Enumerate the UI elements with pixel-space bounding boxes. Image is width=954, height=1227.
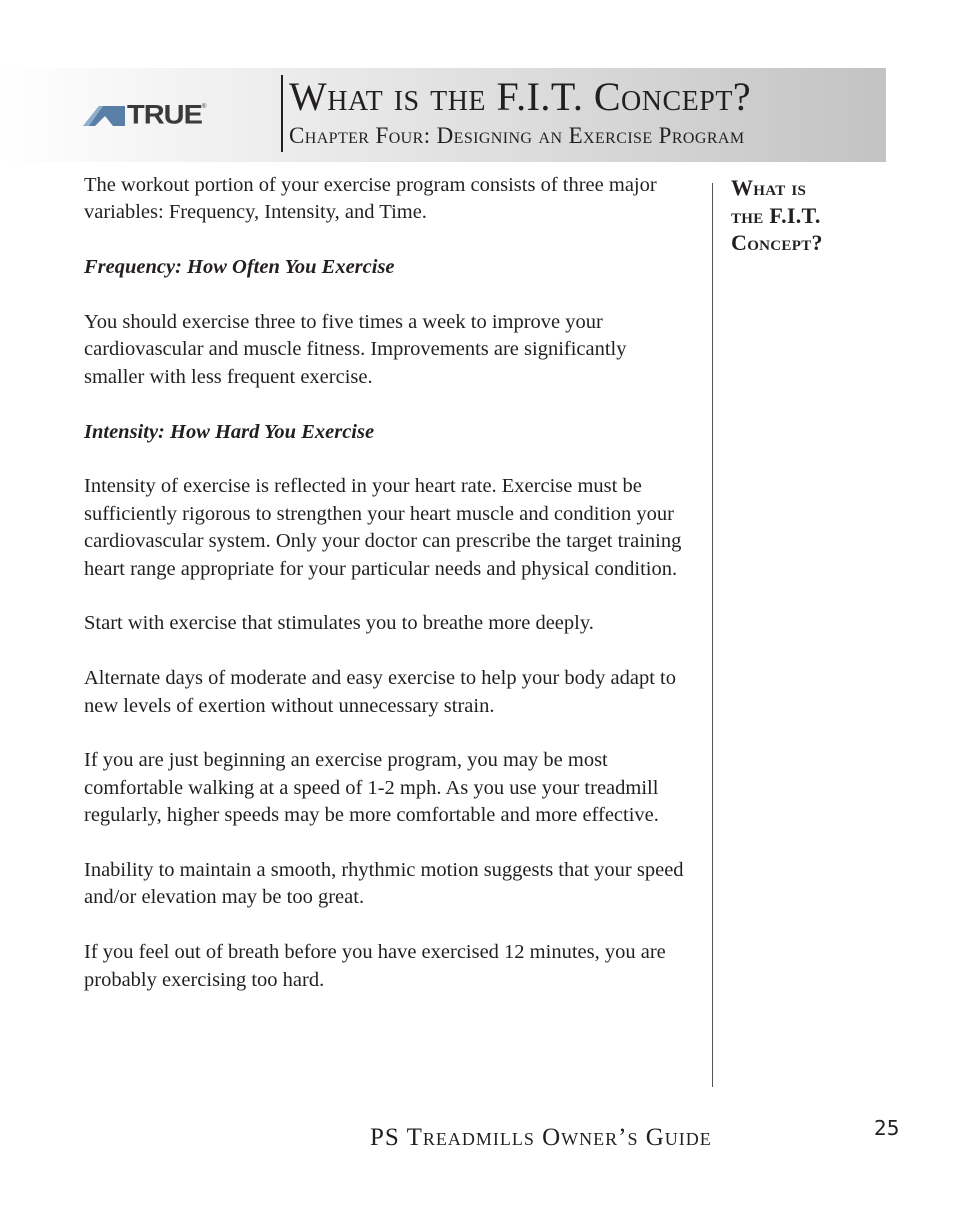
- sidebar-title-line: the F.I.T.: [731, 202, 821, 228]
- sidebar-divider: [712, 183, 713, 1087]
- out-of-breath-paragraph: If you feel out of breath before you have exercised 12 minutes, you are probably exercising too hard.: [84, 941, 666, 991]
- sidebar-title-line: What is: [731, 175, 807, 200]
- true-logo-icon: [83, 104, 125, 126]
- frequency-subhead: Frequency: How Often You Exercise: [84, 256, 395, 279]
- frequency-paragraph: You should exercise three to five times a week to improve your cardiovascular and muscle fitness. Improvements are significantly smaller with less frequent exercise.: [84, 311, 627, 388]
- body-text: [84, 172, 684, 1021]
- true-logo: [83, 102, 253, 128]
- sidebar-title-line: Concept?: [731, 230, 823, 255]
- logo-wordmark: TRUE: [127, 100, 202, 130]
- header-divider: [281, 75, 283, 152]
- intro-paragraph: The workout portion of your exercise program consists of three major variables: Frequency, Intensity, and Time.: [84, 174, 657, 224]
- chapter-subtitle: Chapter Four: Designing an Exercise Program: [289, 123, 745, 148]
- sidebar-title: [731, 174, 881, 257]
- breathe-paragraph: Start with exercise that stimulates you to breathe more deeply.: [84, 612, 594, 635]
- logo-trademark: ®: [201, 104, 207, 110]
- intensity-subhead: Intensity: How Hard You Exercise: [84, 420, 375, 443]
- page-number: 25: [874, 1116, 900, 1140]
- alternate-days-paragraph: Alternate days of moderate and easy exercise to help your body adapt to new levels of exertion without unnecessary strain.: [84, 667, 677, 717]
- intensity-paragraph: Intensity of exercise is reflected in your heart rate. Exercise must be sufficiently rigorous to strengthen your heart muscle and condition your cardiovascular system. Only your doctor can prescribe the target training heart range appropriate for your particular needs and physical condition.: [84, 475, 682, 580]
- beginning-paragraph: If you are just beginning an exercise program, you may be most comfortable walking at a speed of 1-2 mph. As you use your treadmill regularly, higher speeds may be more comfortable and more effective.: [84, 749, 659, 827]
- rhythm-paragraph: Inability to maintain a smooth, rhythmic motion suggests that your speed and/or elevation may be too great.: [84, 859, 684, 909]
- page-title: What is the F.I.T. Concept?: [289, 74, 752, 119]
- footer-guide-title: PS Treadmills Owner’s Guide: [370, 1124, 712, 1151]
